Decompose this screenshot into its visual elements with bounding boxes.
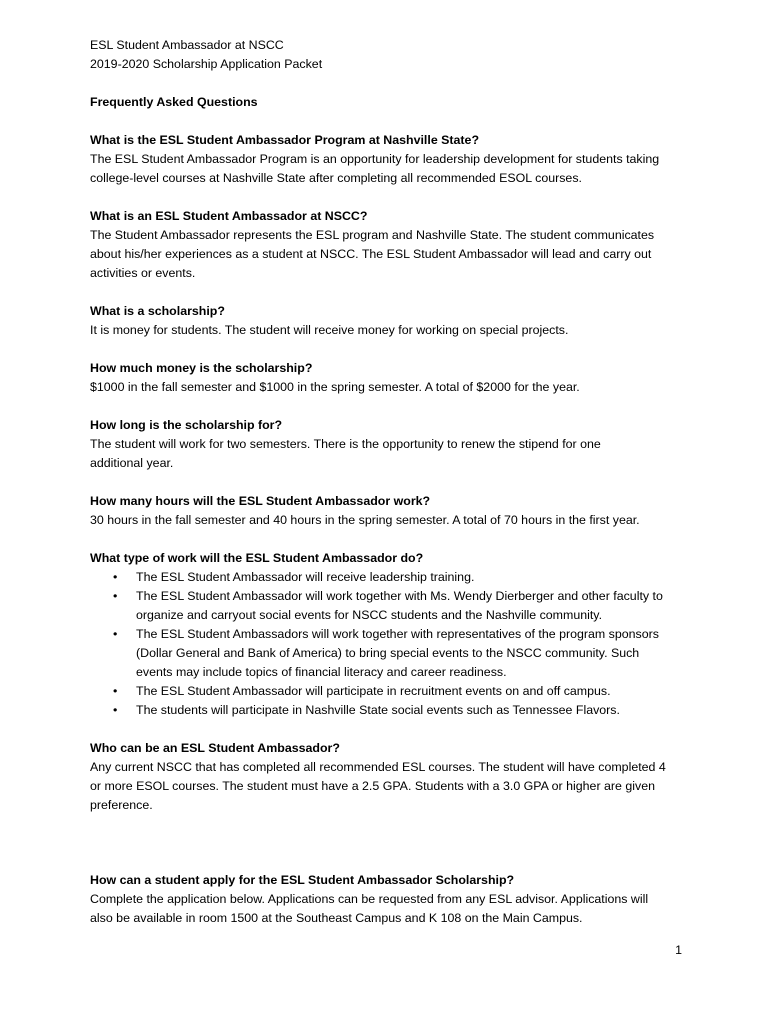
bullet-icon: • — [113, 589, 118, 603]
faq-answer-line: college-level courses at Nashville State after completing all recommended ESOL courses. — [90, 171, 582, 185]
faq-question: What is the ESL Student Ambassador Program at Nashville State? — [90, 133, 480, 147]
faq-item — [90, 359, 690, 397]
bullet-icon: • — [113, 684, 118, 698]
bullet-icon: • — [113, 627, 118, 641]
bullet-line: The ESL Student Ambassadors will work together with representatives of the program sponsors — [136, 627, 659, 641]
faq-heading: Frequently Asked Questions — [90, 95, 258, 109]
faq-answer-line: The Student Ambassador represents the ESL program and Nashville State. The student communicates — [90, 228, 655, 242]
faq-answer-line: 30 hours in the fall semester and 40 hours in the spring semester. A total of 70 hours in the first year. — [90, 513, 640, 527]
faq-item — [90, 207, 690, 283]
bullet-icon: • — [113, 570, 118, 584]
faq-question: How many hours will the ESL Student Ambassador work? — [90, 494, 431, 508]
faq-item — [90, 416, 690, 473]
faq-answer-line: activities or events. — [90, 266, 196, 280]
list-item — [90, 587, 690, 625]
faq-answer-line: The ESL Student Ambassador Program is an opportunity for leadership development for students taking — [90, 152, 660, 166]
faq-answer-line: Any current NSCC that has completed all recommended ESL courses. The student will have completed 4 — [90, 760, 666, 774]
faq-question: How long is the scholarship for? — [90, 418, 283, 432]
bullet-line: (Dollar General and Bank of America) to bring special events to the NSCC community. Such — [136, 646, 640, 660]
faq-question: What type of work will the ESL Student Ambassador do? — [90, 551, 424, 565]
header-subtitle: 2019-2020 Scholarship Application Packet — [90, 57, 323, 71]
document-page — [90, 36, 690, 928]
list-item — [90, 701, 690, 720]
faq-item-work — [90, 549, 690, 720]
bullet-line: The students will participate in Nashville State social events such as Tennessee Flavors. — [136, 703, 620, 717]
bullet-line: The ESL Student Ambassador will participate in recruitment events on and off campus. — [136, 684, 611, 698]
faq-item — [90, 131, 690, 188]
faq-question: What is an ESL Student Ambassador at NSCC? — [90, 209, 368, 223]
faq-item-apply — [90, 871, 690, 928]
bullet-line: The ESL Student Ambassador will work together with Ms. Wendy Dierberger and other faculty to — [136, 589, 663, 603]
faq-answer-line: additional year. — [90, 456, 174, 470]
faq-answer-line: The student will work for two semesters. There is the opportunity to renew the stipend for one — [90, 437, 601, 451]
work-bullet-list — [90, 568, 690, 720]
faq-answer-line: or more ESOL courses. The student must have a 2.5 GPA. Students with a 3.0 GPA or higher are given — [90, 779, 655, 793]
faq-item — [90, 302, 690, 340]
bullet-line: organize and carryout social events for NSCC students and the Nashville community. — [136, 608, 603, 622]
bullet-line: The ESL Student Ambassador will receive leadership training. — [136, 570, 475, 584]
page-number: 1 — [675, 943, 682, 957]
list-item — [90, 682, 690, 701]
bullet-icon: • — [113, 703, 118, 717]
faq-answer-line: It is money for students. The student will receive money for working on special projects. — [90, 323, 569, 337]
faq-question: How much money is the scholarship? — [90, 361, 313, 375]
faq-question: What is a scholarship? — [90, 304, 225, 318]
faq-answer-line: about his/her experiences as a student at NSCC. The ESL Student Ambassador will lead and carry out — [90, 247, 652, 261]
faq-answer-line: also be available in room 1500 at the Southeast Campus and K 108 on the Main Campus. — [90, 911, 583, 925]
faq-item — [90, 492, 690, 530]
faq-item-eligibility — [90, 739, 690, 815]
faq-answer-line: Complete the application below. Applications can be requested from any ESL advisor. Applications will — [90, 892, 649, 906]
faq-answer-line: preference. — [90, 798, 153, 812]
faq-answer-line: $1000 in the fall semester and $1000 in the spring semester. A total of $2000 for the year. — [90, 380, 580, 394]
faq-question: Who can be an ESL Student Ambassador? — [90, 741, 340, 755]
list-item — [90, 568, 690, 587]
list-item — [90, 625, 690, 682]
header-title: ESL Student Ambassador at NSCC — [90, 38, 284, 52]
bullet-line: events may include topics of financial literacy and career readiness. — [136, 665, 507, 679]
faq-question: How can a student apply for the ESL Student Ambassador Scholarship? — [90, 873, 515, 887]
